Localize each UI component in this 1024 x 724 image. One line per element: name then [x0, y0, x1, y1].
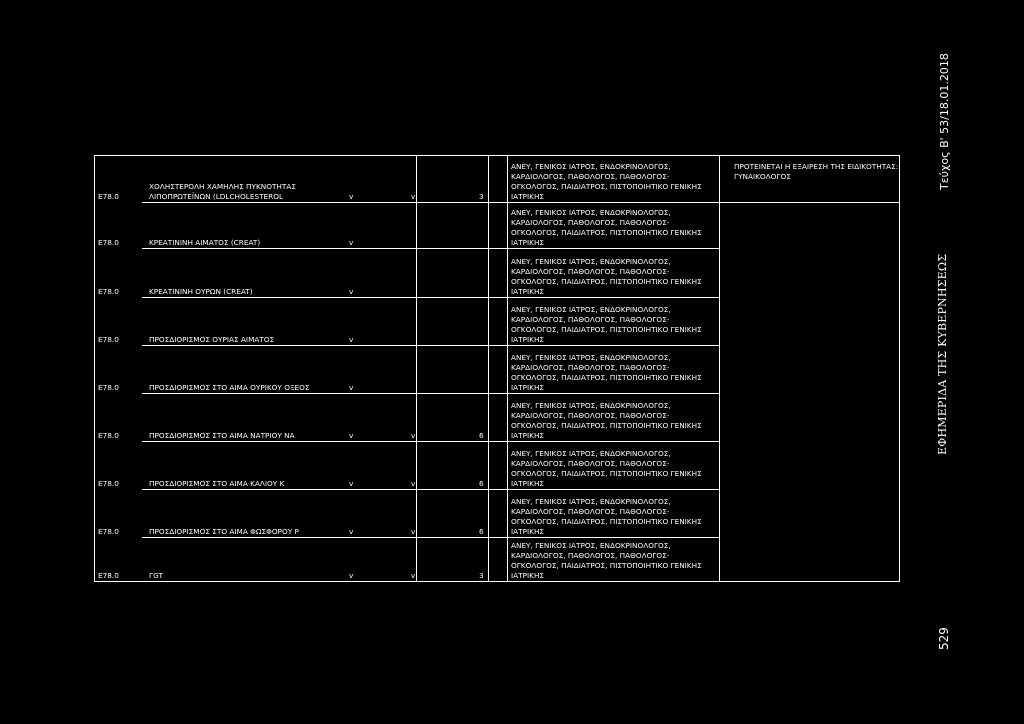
check-mark-2: v	[411, 192, 416, 201]
icd-code: Ε78.0	[98, 527, 119, 536]
specialty-line: ΚΑΡΔΙΟΛΟΓΟΣ, ΠΑΘΟΛΟΓΟΣ, ΠΑΘΟΛΟΓΟΣ-	[511, 551, 670, 560]
specialty-line: ΙΑΤΡΙΚΗΣ	[511, 383, 545, 392]
check-mark-1: v	[349, 431, 354, 440]
specialty-line: ΟΓΚΟΛΟΓΟΣ, ΠΑΙΔΙΑΤΡΟΣ, ΠΙΣΤΟΠΟΙΗΤΙΚΟ ΓΕΝΙΚΗΣ	[511, 421, 702, 430]
exam-name-line2: ΠΡΟΣΔΙΟΡΙΣΜΟΣ ΣΤΟ ΑΙΜΑ ΝΑΤΡΙΟΥ NA	[149, 431, 295, 440]
specialty-line: ΚΑΡΔΙΟΛΟΓΟΣ, ΠΑΘΟΛΟΓΟΣ, ΠΑΘΟΛΟΓΟΣ-	[511, 411, 670, 420]
specialty-line: ΚΑΡΔΙΟΛΟΓΟΣ, ΠΑΘΟΛΟΓΟΣ, ΠΑΘΟΛΟΓΟΣ-	[511, 172, 670, 181]
specialty-line: ΑΝΕΥ, ΓΕΝΙΚΟΣ ΙΑΤΡΟΣ, ΕΝΔΟΚΡΙΝΟΛΟΓΟΣ,	[511, 162, 671, 171]
exam-name	[149, 479, 284, 489]
specialty-line: ΙΑΤΡΙΚΗΣ	[511, 192, 545, 201]
exam-name-line1: ΧΟΛΗΣΤΕΡΟΛΗ ΧΑΜΗΛΗΣ ΠΥΚΝΟΤΗΤΑΣ	[149, 182, 296, 191]
specialty-line: ΙΑΤΡΙΚΗΣ	[511, 287, 545, 296]
specialty-line: ΑΝΕΥ, ΓΕΝΙΚΟΣ ΙΑΤΡΟΣ, ΕΝΔΟΚΡΙΝΟΛΟΓΟΣ,	[511, 305, 671, 314]
exam-name	[149, 238, 260, 248]
check-mark-1: v	[349, 571, 354, 580]
frequency-value: 3	[479, 571, 484, 580]
table-row	[94, 399, 900, 441]
exam-name-line2: ΚΡΕΑΤΙΝΙΝΗ ΟΥΡΩΝ (CREAT)	[149, 287, 253, 296]
icd-code: Ε78.0	[98, 431, 119, 440]
exam-name-line2: ΚΡΕΑΤΙΝΙΝΗ ΑΙΜΑΤΟΣ (CREAT)	[149, 238, 261, 247]
specialty-line: ΑΝΕΥ, ΓΕΝΙΚΟΣ ΙΑΤΡΟΣ, ΕΝΔΟΚΡΙΝΟΛΟΓΟΣ,	[511, 208, 671, 217]
table-row-divider	[142, 202, 900, 203]
frequency-value: 6	[479, 527, 484, 536]
specialty-line: ΟΓΚΟΛΟΓΟΣ, ΠΑΙΔΙΑΤΡΟΣ, ΠΙΣΤΟΠΟΙΗΤΙΚΟ ΓΕΝΙΚΗΣ	[511, 469, 702, 478]
specialties	[511, 162, 702, 202]
exam-name-line2: ΠΡΟΣΔΙΟΡΙΣΜΟΣ ΟΥΡΙΑΣ ΑΙΜΑΤΟΣ	[149, 335, 275, 344]
specialty-line: ΚΑΡΔΙΟΛΟΓΟΣ, ΠΑΘΟΛΟΓΟΣ, ΠΑΘΟΛΟΓΟΣ-	[511, 218, 670, 227]
check-mark-1: v	[349, 192, 354, 201]
specialties	[511, 353, 702, 393]
table-row	[94, 539, 900, 581]
specialty-line: ΙΑΤΡΙΚΗΣ	[511, 571, 545, 580]
table-row-divider	[142, 248, 720, 249]
exam-name	[149, 527, 299, 537]
specialty-line: ΙΑΤΡΙΚΗΣ	[511, 527, 545, 536]
icd-code: Ε78.0	[98, 383, 119, 392]
specialty-line: ΑΝΕΥ, ΓΕΝΙΚΟΣ ΙΑΤΡΟΣ, ΕΝΔΟΚΡΙΝΟΛΟΓΟΣ,	[511, 257, 671, 266]
issue-label: Τεύχος Β' 53/18.01.2018	[938, 53, 951, 190]
specialty-line: ΙΑΤΡΙΚΗΣ	[511, 238, 545, 247]
exam-table	[94, 155, 900, 582]
exam-name	[149, 431, 295, 441]
exam-name	[149, 383, 310, 393]
specialty-line: ΑΝΕΥ, ΓΕΝΙΚΟΣ ΙΑΤΡΟΣ, ΕΝΔΟΚΡΙΝΟΛΟΓΟΣ,	[511, 541, 671, 550]
check-mark-1: v	[349, 527, 354, 536]
exam-name	[149, 287, 253, 297]
page-number: 529	[937, 627, 951, 650]
check-mark-1: v	[349, 287, 354, 296]
exam-name-line2: ΓGT	[149, 571, 163, 580]
exam-name-line2: ΛΙΠΟΠΡΩΤΕΪΝΩΝ (LDLCHOLESTEROL	[149, 192, 284, 201]
specialties	[511, 497, 702, 537]
table-row	[94, 303, 900, 345]
frequency-value: 6	[479, 479, 484, 488]
table-row	[94, 495, 900, 537]
specialty-line: ΑΝΕΥ, ΓΕΝΙΚΟΣ ΙΑΤΡΟΣ, ΕΝΔΟΚΡΙΝΟΛΟΓΟΣ,	[511, 449, 671, 458]
table-row-divider	[142, 489, 720, 490]
specialty-line: ΙΑΤΡΙΚΗΣ	[511, 335, 545, 344]
specialty-line: ΙΑΤΡΙΚΗΣ	[511, 479, 545, 488]
specialties	[511, 541, 702, 581]
specialty-line: ΟΓΚΟΛΟΓΟΣ, ΠΑΙΔΙΑΤΡΟΣ, ΠΙΣΤΟΠΟΙΗΤΙΚΟ ΓΕΝΙΚΗΣ	[511, 182, 702, 191]
specialties	[511, 401, 702, 441]
frequency-value: 6	[479, 431, 484, 440]
exam-name	[149, 335, 274, 345]
table-row-divider	[142, 297, 720, 298]
specialty-line: ΟΓΚΟΛΟΓΟΣ, ΠΑΙΔΙΑΤΡΟΣ, ΠΙΣΤΟΠΟΙΗΤΙΚΟ ΓΕΝΙΚΗΣ	[511, 325, 702, 334]
check-mark-1: v	[349, 335, 354, 344]
check-mark-2: v	[411, 479, 416, 488]
specialties	[511, 305, 702, 345]
specialty-line: ΟΓΚΟΛΟΓΟΣ, ΠΑΙΔΙΑΤΡΟΣ, ΠΙΣΤΟΠΟΙΗΤΙΚΟ ΓΕΝΙΚΗΣ	[511, 228, 702, 237]
specialty-line: ΑΝΕΥ, ΓΕΝΙΚΟΣ ΙΑΤΡΟΣ, ΕΝΔΟΚΡΙΝΟΛΟΓΟΣ,	[511, 401, 671, 410]
exam-name-line2: ΠΡΟΣΔΙΟΡΙΣΜΟΣ ΣΤΟ ΑΙΜΑ ΟΥΡΙΚΟΥ ΟΞΕΟΣ	[149, 383, 310, 392]
check-mark-1: v	[349, 238, 354, 247]
specialty-line: ΟΓΚΟΛΟΓΟΣ, ΠΑΙΔΙΑΤΡΟΣ, ΠΙΣΤΟΠΟΙΗΤΙΚΟ ΓΕΝΙΚΗΣ	[511, 277, 702, 286]
table-row-divider	[142, 537, 720, 538]
exam-name	[149, 182, 296, 202]
exam-name-line2: ΠΡΟΣΔΙΟΡΙΣΜΟΣ ΣΤΟ ΑΙΜΑ ΦΩΣΦΟΡΟΥ P	[149, 527, 299, 536]
icd-code: Ε78.0	[98, 571, 119, 580]
check-mark-1: v	[349, 383, 354, 392]
table-row	[94, 447, 900, 489]
check-mark-2: v	[411, 431, 416, 440]
icd-code: Ε78.0	[98, 192, 119, 201]
check-mark-2: v	[411, 527, 416, 536]
table-row	[94, 255, 900, 297]
specialty-line: ΑΝΕΥ, ΓΕΝΙΚΟΣ ΙΑΤΡΟΣ, ΕΝΔΟΚΡΙΝΟΛΟΓΟΣ,	[511, 353, 671, 362]
check-mark-2: v	[411, 571, 416, 580]
specialty-line: ΑΝΕΥ, ΓΕΝΙΚΟΣ ΙΑΤΡΟΣ, ΕΝΔΟΚΡΙΝΟΛΟΓΟΣ,	[511, 497, 671, 506]
specialty-line: ΙΑΤΡΙΚΗΣ	[511, 431, 545, 440]
specialties	[511, 257, 702, 297]
exam-name-line2: ΠΡΟΣΔΙΟΡΙΣΜΟΣ ΣΤΟ ΑΙΜΑ ΚΑΛΙΟΥ Κ	[149, 479, 285, 488]
gazette-title: ΕΦΗΜΕΡΙΔΑ ΤΗΣ ΚΥΒΕΡΝΗΣΕΩΣ	[936, 253, 949, 455]
check-mark-1: v	[349, 479, 354, 488]
table-row-divider	[142, 345, 720, 346]
specialties	[511, 208, 702, 248]
table-row	[94, 206, 900, 248]
note-line: ΓΥΝΑΙΚΟΛΟΓΟΣ	[734, 172, 791, 181]
specialty-line: ΟΓΚΟΛΟΓΟΣ, ΠΑΙΔΙΑΤΡΟΣ, ΠΙΣΤΟΠΟΙΗΤΙΚΟ ΓΕΝΙΚΗΣ	[511, 561, 702, 570]
specialties	[511, 449, 702, 489]
icd-code: Ε78.0	[98, 479, 119, 488]
specialty-line: ΚΑΡΔΙΟΛΟΓΟΣ, ΠΑΘΟΛΟΓΟΣ, ΠΑΘΟΛΟΓΟΣ-	[511, 507, 670, 516]
icd-code: Ε78.0	[98, 335, 119, 344]
table-row-divider	[142, 393, 720, 394]
specialty-line: ΚΑΡΔΙΟΛΟΓΟΣ, ΠΑΘΟΛΟΓΟΣ, ΠΑΘΟΛΟΓΟΣ-	[511, 315, 670, 324]
specialty-line: ΚΑΡΔΙΟΛΟΓΟΣ, ΠΑΘΟΛΟΓΟΣ, ΠΑΘΟΛΟΓΟΣ-	[511, 363, 670, 372]
table-row	[94, 351, 900, 393]
frequency-value: 3	[479, 192, 484, 201]
specialty-line: ΚΑΡΔΙΟΛΟΓΟΣ, ΠΑΘΟΛΟΓΟΣ, ΠΑΘΟΛΟΓΟΣ-	[511, 459, 670, 468]
icd-code: Ε78.0	[98, 287, 119, 296]
note	[734, 162, 898, 182]
exam-name	[149, 571, 163, 581]
note-line: ΠΡΟΤΕΙΝΕΤΑΙ Η ΕΞΑΙΡΕΣΗ ΤΗΣ ΕΙΔΙΚΟΤΗΤΑΣ:	[734, 162, 899, 171]
specialty-line: ΟΓΚΟΛΟΓΟΣ, ΠΑΙΔΙΑΤΡΟΣ, ΠΙΣΤΟΠΟΙΗΤΙΚΟ ΓΕΝΙΚΗΣ	[511, 517, 702, 526]
table-row	[94, 160, 900, 202]
specialty-line: ΚΑΡΔΙΟΛΟΓΟΣ, ΠΑΘΟΛΟΓΟΣ, ΠΑΘΟΛΟΓΟΣ-	[511, 267, 670, 276]
icd-code: Ε78.0	[98, 238, 119, 247]
table-row-divider	[142, 441, 720, 442]
specialty-line: ΟΓΚΟΛΟΓΟΣ, ΠΑΙΔΙΑΤΡΟΣ, ΠΙΣΤΟΠΟΙΗΤΙΚΟ ΓΕΝΙΚΗΣ	[511, 373, 702, 382]
